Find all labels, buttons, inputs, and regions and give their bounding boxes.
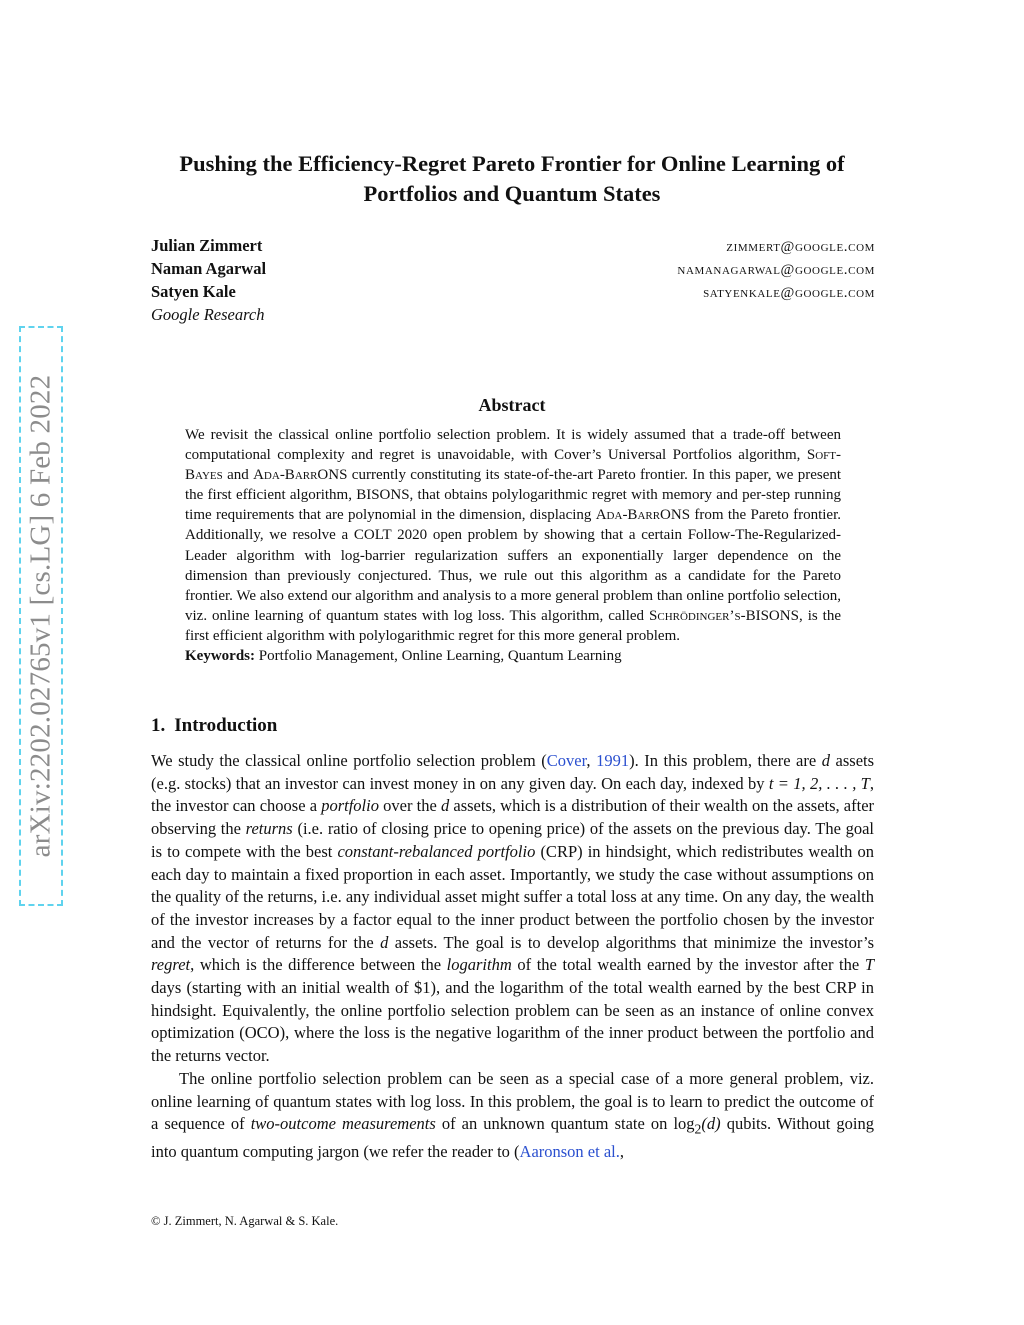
math-variable: d	[821, 751, 830, 770]
algorithm-name: Soft-Bayes	[185, 447, 842, 484]
section-number: 1.	[151, 715, 166, 736]
math-log-expression	[673, 1114, 721, 1137]
abstract-sentence: is the first efficient algorithm with polylogarithmic regret for this more general problem.	[185, 607, 841, 644]
text-run: over the	[383, 796, 437, 816]
algorithm-name: Ada-BarrONS	[595, 507, 691, 524]
page-footer: © J. Zimmert, N. Agarwal & S. Kale.	[151, 1214, 339, 1228]
author-row	[151, 282, 875, 305]
arxiv-identifier: arXiv:2202.02765v1 [cs.LG] 6 Feb 2022	[24, 374, 57, 858]
affiliation: Google Research	[151, 305, 265, 324]
text-run: days (starting with an initial wealth of $1), and the logarithm of the total wealth earned by the best CRP in hindsight. Equivalently, the online portfolio selection problem can be seen as an instance of online convex optimization (OCO), where the loss is the negative logarithm of the inner product between the portfolio and the returns vector.	[151, 978, 874, 1066]
abstract-word: and	[227, 467, 249, 484]
author-name: Naman Agarwal	[151, 259, 267, 278]
math-function: log	[673, 1114, 695, 1134]
text-run: We study the classical online portfolio selection problem (	[151, 751, 547, 770]
text-run: ,	[586, 751, 597, 770]
text-run: (CRP) in hindsight, which redistributes wealth on each day to maintain a fixed proportion in each asset. Importantly, we study the case without assumptions on the quality of the returns, i.e. any individual asset might suffer a total loss at any time. On any day, the wealth of the investor increases by a factor equal to the inner product between the portfolio chosen by the investor and the vector of returns for the	[151, 841, 874, 952]
section-title: Introduction	[174, 715, 278, 736]
author-name: Satyen Kale	[151, 282, 236, 301]
emphasis: logarithm	[446, 955, 512, 975]
citation-link[interactable]: 1991	[596, 751, 630, 770]
abstract-paragraph	[185, 425, 841, 646]
author-email: namanagarwal@google.com	[677, 262, 875, 278]
author-block	[151, 236, 875, 328]
citation-link[interactable]: Cover	[546, 751, 587, 770]
introduction-body	[151, 750, 874, 1164]
emphasis: regret	[151, 955, 191, 975]
text-run: (i.e. ratio of closing price to opening price) of the assets on the previous day. The goal is to compete with the best	[151, 819, 875, 861]
text-run: qubits. Without going into quantum computing jargon (we refer the reader to (	[151, 1114, 875, 1162]
text-run: assets. The goal is to develop algorithms that minimize the investor’s	[394, 932, 874, 952]
math-variable: T	[864, 955, 875, 975]
intro-paragraph-1	[151, 750, 874, 1068]
text-run: of an unknown quantum state on	[441, 1114, 668, 1134]
abstract-sentence: from the Pareto frontier. Additionally, we resolve a COLT 2020 open problem by showing that a certain Follow-The-Regularized-Leader algorithm with log-barrier regularization suffers an exponentially larger dependence on the dimension than previously conjectured. Thus, we rule out this algorithm as a candidate for the Pareto frontier. We also extend our algorithm and analysis to a more general problem than online portfolio selection, viz. online learning of quantum states with log loss. This algorithm, called	[185, 507, 841, 624]
math-subscript: 2	[694, 1121, 702, 1137]
citation-link[interactable]: Aaronson et al.	[519, 1142, 620, 1162]
text-run: The online portfolio selection problem can be seen as a special case of a more general problem, viz. online learning of quantum states with log loss. In this problem, the goal is to learn to predict the outcome of a sequence of	[151, 1068, 874, 1134]
algorithm-name: Schrödinger’s-	[649, 607, 746, 624]
math-variable: d	[440, 796, 450, 816]
keywords-list: Portfolio Management, Online Learning, Quantum Learning	[258, 648, 622, 665]
emphasis: constant-rebalanced portfolio	[337, 841, 536, 861]
math-expression: t = 1, 2, . . . , T	[768, 773, 870, 793]
text-run: ). In this problem, there are	[629, 751, 817, 770]
author-row	[151, 236, 875, 259]
abstract-sentence: currently constituting its state-of-the-art Pareto frontier. In this paper, we present the first efficient algorithm, BISONS, that obtains polylogarithmic regret with memory and per-step running time requirements that are polynomial in the dimension, displacing	[185, 467, 842, 524]
intro-paragraph-2	[151, 1068, 874, 1164]
text-run: ,	[619, 1142, 625, 1162]
abstract-heading: Abstract	[478, 395, 546, 415]
abstract-text	[185, 425, 841, 666]
text-run: , which is the difference between the	[190, 955, 442, 975]
author-row	[151, 259, 875, 282]
section-heading	[151, 715, 277, 737]
emphasis: two-outcome measurements	[250, 1114, 436, 1134]
emphasis: portfolio	[321, 796, 379, 816]
emphasis: returns	[245, 819, 293, 839]
keywords-label: Keywords:	[185, 648, 255, 665]
author-email: satyenkale@google.com	[703, 285, 875, 301]
author-name: Julian Zimmert	[151, 236, 263, 255]
text-run: , the investor can choose a	[151, 773, 874, 816]
math-argument: (d)	[701, 1114, 721, 1134]
author-email: zimmert@google.com	[726, 239, 875, 255]
abstract-sentence: We revisit the classical online portfolio selection problem. It is widely assumed that a trade-off between computational complexity and regret is unavoidable, with Cover’s Universal Portfolios algorithm,	[185, 427, 841, 464]
keywords-line	[185, 646, 841, 666]
math-variable: d	[380, 932, 389, 952]
algorithm-name: Ada-BarrONS	[253, 467, 348, 484]
text-run: of the total wealth earned by the investor after the	[517, 955, 860, 975]
arxiv-side-stamp	[19, 326, 63, 906]
algorithm-name: BISONS,	[745, 607, 803, 624]
paper-title: Pushing the Efficiency-Regret Pareto Frontier for Online Learning of Portfolios and Quantum States	[179, 151, 845, 206]
text-run: assets (e.g. stocks) that an investor can invest money in on any given day. On each day, indexed by	[151, 751, 875, 793]
text-run: assets, which is a distribution of their wealth on the assets, after observing the	[151, 796, 875, 839]
